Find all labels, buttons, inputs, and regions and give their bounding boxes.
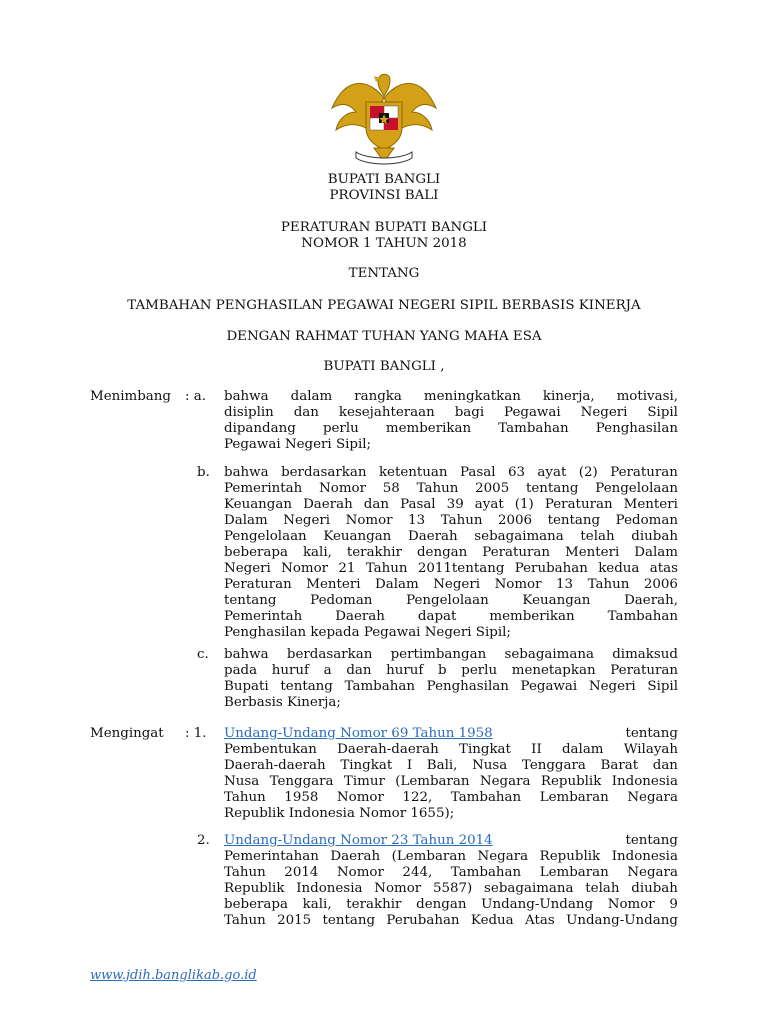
word: telah xyxy=(585,881,620,896)
word: pada xyxy=(224,663,258,678)
word: 39 xyxy=(446,497,464,512)
word: Menteri xyxy=(623,497,678,512)
word: Lembaran xyxy=(539,865,609,880)
text-line xyxy=(224,726,678,742)
word: Nusa xyxy=(224,774,260,789)
word: disiplin xyxy=(224,405,274,420)
word: Pembentukan xyxy=(224,742,317,757)
word: motivasi, xyxy=(616,389,678,404)
text-line xyxy=(224,790,678,806)
text-line xyxy=(224,663,678,679)
text-line xyxy=(224,913,678,929)
word: 2014 xyxy=(284,865,319,880)
subject-heading: TAMBAHAN PENGHASILAN PEGAWAI NEGERI SIPIL BERBASIS KINERJA xyxy=(127,298,641,313)
regulation-number: NOMOR 1 TAHUN 2018 xyxy=(301,236,467,251)
word: Barat xyxy=(600,758,639,773)
text-line xyxy=(224,577,678,593)
text-line xyxy=(224,833,678,849)
law-link-uu-69-1958[interactable]: Undang-Undang Nomor 69 Tahun 1958 xyxy=(224,726,493,741)
word: (2) xyxy=(578,465,598,480)
text-line xyxy=(224,774,678,790)
word: sebagaimana xyxy=(504,647,594,662)
text-line xyxy=(224,865,678,881)
word: Pasal xyxy=(459,465,496,480)
word: Republik xyxy=(539,849,601,864)
word: 1958 xyxy=(284,790,319,805)
header-line1: BUPATI BANGLI xyxy=(327,172,441,187)
word: Indonesia xyxy=(611,774,678,789)
word: huruf xyxy=(386,663,424,678)
menimbang-c-text xyxy=(224,647,678,711)
text-line xyxy=(224,897,678,913)
word: 2011tentang xyxy=(417,561,505,576)
word: Perubahan xyxy=(514,561,588,576)
word: Pengelolaan xyxy=(595,481,678,496)
word: bahwa xyxy=(224,465,269,480)
word: dan xyxy=(346,663,372,678)
word: dan xyxy=(363,497,389,512)
word: kali, xyxy=(302,545,332,560)
word: tentang xyxy=(224,593,277,608)
word: Tenggara xyxy=(521,758,586,773)
word: telah xyxy=(580,529,615,544)
word: II xyxy=(531,742,542,757)
word: 2006 xyxy=(498,513,533,528)
word: berdasarkan xyxy=(281,465,367,480)
word: dalam xyxy=(561,742,604,757)
word: Tambahan xyxy=(607,609,678,624)
word: Republik xyxy=(224,881,285,896)
text-line xyxy=(224,561,678,577)
word: Timur xyxy=(343,774,385,789)
word: tentang xyxy=(547,513,601,528)
word: 63 xyxy=(507,465,525,480)
word: Tahun xyxy=(416,481,459,496)
word: Negeri xyxy=(283,513,331,528)
word: Nomor xyxy=(607,897,655,912)
word: Daerah xyxy=(330,849,381,864)
mengingat-1-text xyxy=(224,726,678,822)
text-line: Penghasilan kepada Pegawai Negeri Sipil; xyxy=(224,625,511,640)
text-line xyxy=(224,465,678,481)
word: Tambahan xyxy=(450,865,522,880)
word: Peraturan xyxy=(610,663,678,678)
word: Pegawai xyxy=(504,405,561,420)
word: Peraturan xyxy=(482,545,551,560)
word: Tahun xyxy=(224,913,266,928)
word: 13 xyxy=(556,577,574,592)
word: Tahun xyxy=(587,577,630,592)
mengingat-1-number: : 1. xyxy=(185,726,207,741)
word: dapat xyxy=(417,609,457,624)
word: Daerah xyxy=(303,497,353,512)
word: Daerah xyxy=(407,529,458,544)
word: Pengelolaan xyxy=(406,593,489,608)
word: Tambahan xyxy=(344,679,415,694)
word: 21 xyxy=(338,561,356,576)
link-tail: tentang xyxy=(625,726,678,741)
text-line xyxy=(224,405,678,421)
text-line xyxy=(224,389,678,405)
word: terakhir xyxy=(346,897,402,912)
word: 244, xyxy=(402,865,433,880)
word: (1) xyxy=(514,497,534,512)
word: bagi xyxy=(454,405,485,420)
word: berdasarkan xyxy=(286,647,373,662)
word: 2006 xyxy=(643,577,678,592)
word: Pedoman xyxy=(615,513,678,528)
word: Negara xyxy=(627,790,678,805)
word: dengan xyxy=(416,545,468,560)
word: Nomor xyxy=(345,513,393,528)
word: Dalam xyxy=(634,545,678,560)
word: dan xyxy=(293,405,319,420)
word: Nomor xyxy=(494,577,542,592)
word: Nomor xyxy=(374,881,422,896)
word: a xyxy=(323,663,332,678)
menimbang-c-number: c. xyxy=(197,647,209,662)
word: Tahun xyxy=(224,790,266,805)
law-link-uu-23-2014[interactable]: Undang-Undang Nomor 23 Tahun 2014 xyxy=(224,833,493,848)
word: beberapa xyxy=(224,897,288,912)
menimbang-a-number: : a. xyxy=(185,389,207,404)
word: menetapkan xyxy=(511,663,596,678)
menimbang-a-text xyxy=(224,389,678,453)
word: Sipil xyxy=(647,405,678,420)
mengingat-2-number: 2. xyxy=(197,833,210,848)
mengingat-label: Mengingat xyxy=(90,726,164,741)
word: Wilayah xyxy=(623,742,678,757)
word: (Lembaran xyxy=(395,774,470,789)
word: Nomor xyxy=(336,865,384,880)
word: tentang xyxy=(280,679,333,694)
word: terakhir xyxy=(346,545,402,560)
word: tentang xyxy=(526,481,579,496)
word: Daerah-daerah xyxy=(337,742,439,757)
word: Nomor xyxy=(336,790,384,805)
word: Peraturan xyxy=(544,497,613,512)
word: sebagaimana xyxy=(474,529,564,544)
word: dengan xyxy=(416,897,467,912)
text-line xyxy=(224,545,678,561)
word: Keuangan xyxy=(323,529,392,544)
word: Penghasilan xyxy=(595,421,678,436)
word: 9 xyxy=(669,897,678,912)
word: tentang xyxy=(322,913,376,928)
word: dalam xyxy=(290,389,333,404)
word: Pengelolaan xyxy=(224,529,307,544)
word: 2005 xyxy=(475,481,510,496)
word: Penghasilan xyxy=(426,679,509,694)
word: Sipil xyxy=(647,679,678,694)
word: ayat xyxy=(474,497,504,512)
word: Pedoman xyxy=(310,593,373,608)
word: Negeri xyxy=(433,577,481,592)
text-line xyxy=(224,758,678,774)
word: Nomor xyxy=(281,561,329,576)
text-line xyxy=(224,849,678,865)
mengingat-2-text xyxy=(224,833,678,929)
word: atas xyxy=(649,561,678,576)
text-line xyxy=(224,679,678,695)
word: Daerah xyxy=(335,609,385,624)
official-line: BUPATI BANGLI , xyxy=(323,359,445,374)
text-line: Pegawai Negeri Sipil; xyxy=(224,437,372,452)
word: Kedua xyxy=(470,913,514,928)
word: Tahun xyxy=(224,865,266,880)
word: dipandang xyxy=(224,421,296,436)
word: kinerja, xyxy=(542,389,595,404)
word: I xyxy=(406,758,413,773)
word: 5587) xyxy=(432,881,473,896)
word: Tingkat xyxy=(459,742,511,757)
word: meningkatkan xyxy=(423,389,521,404)
word: 13 xyxy=(408,513,426,528)
word: (Lembaran xyxy=(391,849,466,864)
menimbang-label: Menimbang xyxy=(90,389,171,404)
text-line xyxy=(224,513,678,529)
word: Negara xyxy=(627,865,678,880)
word: Bali, xyxy=(426,758,458,773)
word: kali, xyxy=(302,897,332,912)
word: beberapa xyxy=(224,545,288,560)
word: Menteri xyxy=(306,577,361,592)
word: Atas xyxy=(525,913,555,928)
word: memberikan xyxy=(385,421,472,436)
footer-website-link[interactable]: www.jdih.banglikab.go.id xyxy=(90,968,257,983)
word: bahwa xyxy=(224,389,269,404)
text-line xyxy=(224,593,678,609)
word: Tahun xyxy=(365,561,408,576)
text-line xyxy=(224,481,678,497)
word: 2015 xyxy=(277,913,312,928)
text-line xyxy=(224,529,678,545)
word: Dalam xyxy=(224,513,268,528)
word: perlu xyxy=(461,663,498,678)
word: Tambahan xyxy=(498,421,569,436)
word: Tahun xyxy=(440,513,483,528)
about-heading: TENTANG xyxy=(348,266,420,281)
word: Menteri xyxy=(565,545,620,560)
word: Daerah-daerah xyxy=(224,758,326,773)
word: Lembaran xyxy=(539,790,609,805)
word: Tingkat xyxy=(340,758,393,773)
word: Undang-Undang xyxy=(481,897,594,912)
word: Bupati xyxy=(224,679,269,694)
word: Keuangan xyxy=(224,497,292,512)
word: Tenggara xyxy=(269,774,334,789)
garuda-emblem-icon xyxy=(328,68,440,168)
word: Pasal xyxy=(400,497,436,512)
word: Nomor xyxy=(319,481,366,496)
word: Pemerintah xyxy=(224,481,303,496)
word: Negeri xyxy=(580,405,628,420)
word: memberikan xyxy=(489,609,575,624)
word: Keuangan xyxy=(522,593,591,608)
word: Dalam xyxy=(375,577,419,592)
word: Indonesia xyxy=(611,849,678,864)
word: ayat xyxy=(537,465,567,480)
word: pertimbangan xyxy=(390,647,487,662)
text-line: Berbasis Kinerja; xyxy=(224,695,341,710)
word: rangka xyxy=(354,389,402,404)
word: Undang-Undang xyxy=(566,913,678,928)
word: ketentuan xyxy=(378,465,448,480)
word: diubah xyxy=(631,881,678,896)
word: diubah xyxy=(631,529,678,544)
word: dimaksud xyxy=(612,647,678,662)
text-line xyxy=(224,647,678,663)
text-line: Republik Indonesia Nomor 1655); xyxy=(224,806,455,821)
word: Perubahan xyxy=(386,913,460,928)
word: 122, xyxy=(402,790,433,805)
word: Indonesia xyxy=(296,881,363,896)
word: Pemerintah xyxy=(224,609,303,624)
word: Pegawai xyxy=(520,679,578,694)
word: Peraturan xyxy=(224,577,292,592)
word: sebagaimana xyxy=(484,881,574,896)
word: b xyxy=(438,663,447,678)
word: bahwa xyxy=(224,647,269,662)
menimbang-b-text xyxy=(224,465,678,641)
word: huruf xyxy=(271,663,310,678)
link-tail: tentang xyxy=(625,833,678,848)
word: Negara xyxy=(479,774,531,789)
word: Negeri xyxy=(588,679,636,694)
text-line xyxy=(224,421,678,437)
text-line xyxy=(224,742,678,758)
text-line xyxy=(224,881,678,897)
word: kesejahteraan xyxy=(338,405,435,420)
blessing-line: DENGAN RAHMAT TUHAN YANG MAHA ESA xyxy=(226,329,542,344)
word: Negara xyxy=(477,849,529,864)
word: Peraturan xyxy=(610,465,678,480)
word: Negeri xyxy=(224,561,271,576)
word: perlu xyxy=(322,421,359,436)
word: Tambahan xyxy=(450,790,522,805)
text-line xyxy=(224,497,678,513)
word: Nusa xyxy=(472,758,508,773)
regulation-title: PERATURAN BUPATI BANGLI xyxy=(280,220,488,235)
text-line xyxy=(224,609,678,625)
word: 58 xyxy=(382,481,400,496)
word: dan xyxy=(652,758,678,773)
word: Republik xyxy=(540,774,602,789)
word: Daerah, xyxy=(624,593,678,608)
word: Pemerintahan xyxy=(224,849,319,864)
menimbang-b-number: b. xyxy=(197,465,210,480)
word: kedua xyxy=(598,561,640,576)
header-line2: PROVINSI BALI xyxy=(329,188,439,203)
